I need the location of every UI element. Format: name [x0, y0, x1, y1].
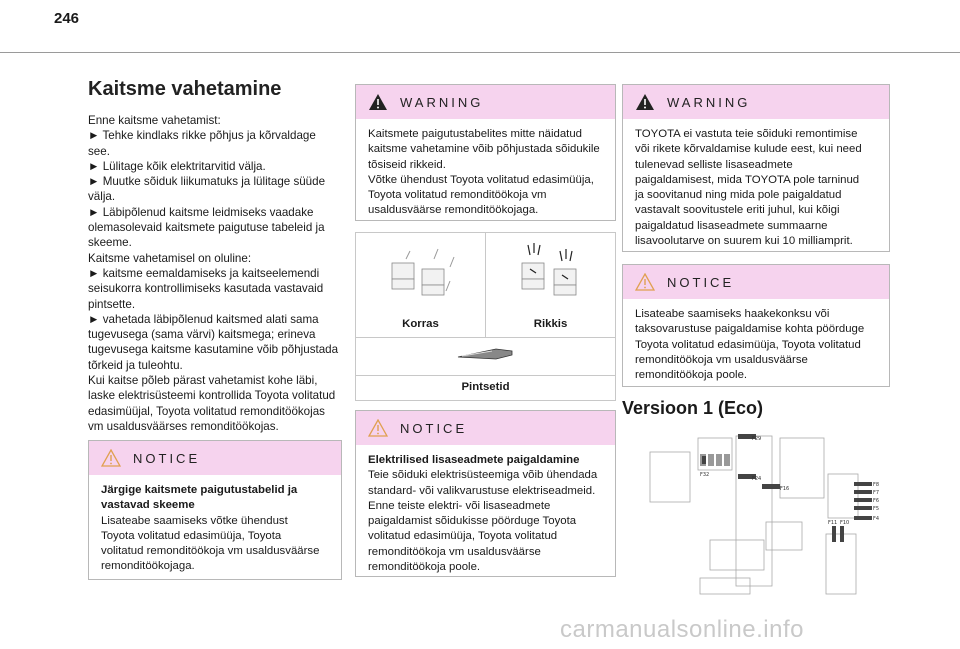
table-divider — [356, 375, 615, 376]
box-text-line: Kaitsmete paigutustabelites mitte näidatud — [368, 128, 583, 140]
box-heading-line: Järgige kaitsmete paigutustabelid ja — [101, 484, 298, 496]
fuse-illustration-table — [355, 232, 616, 401]
box-text-line: remonditöökojaga. — [101, 560, 195, 573]
text-line: Enne kaitsme vahetamist: — [88, 114, 221, 127]
fuse-ok-label: Korras — [402, 318, 439, 330]
text-line: tugevusega kaitsme kasutamine võib põhjustada — [88, 343, 339, 357]
box-text-line: Toyota volitatud remonditöökoja vm — [368, 189, 547, 202]
text-line: see. — [88, 144, 110, 158]
text-line: Kaitsme vahetamisel on oluline: — [88, 251, 252, 265]
tweezers-label: Pintsetid — [461, 381, 510, 393]
text-line: olemasolevaid kaitsmete paigutuse tabeleid ja — [88, 221, 325, 235]
box-text-line: volitatud edasimüüja, Toyota volitatud — [368, 530, 558, 543]
section-title-version1: Versioon 1 (Eco) — [622, 398, 764, 418]
text-line: skeeme. — [88, 236, 132, 250]
fuse-label-f29: F29 — [752, 436, 762, 442]
box-text-line: tõsiseid rikkeid. — [368, 158, 446, 171]
box-heading-line: Elektrilised lisaseadmete paigaldamine — [368, 454, 580, 466]
box-text-line: volitatud remonditöökoja vm usaldusväärse — [101, 545, 320, 558]
watermark: carmanualsonline.info — [560, 616, 804, 643]
box-heading-line: vastavad skeeme — [101, 499, 195, 512]
fuse-label-f5: F5 — [873, 506, 880, 512]
fuse-label-f24: F24 — [752, 476, 762, 482]
notice-icon — [101, 449, 121, 467]
notice-label: NOTICE — [667, 274, 735, 290]
fuse-replacement-text — [88, 113, 344, 434]
notice-header — [356, 411, 615, 445]
column-fuse-replacement — [88, 78, 344, 434]
fuse-box-diagram — [640, 430, 890, 600]
warning-header — [623, 85, 889, 119]
box-text-line: standard- või valikvarustuse elektriseadmeid. — [368, 484, 596, 497]
fuse-label-f11: F11 — [828, 520, 838, 526]
warning-icon — [635, 93, 655, 111]
notice-body — [89, 475, 341, 585]
fuse-label-f32: F32 — [700, 472, 710, 478]
box-text-line: Toyota volitatud edasimüüja, Toyota — [101, 529, 282, 542]
warning-header — [356, 85, 615, 119]
box-text-line: paigaldamist sõidukisse pöörduge Toyota — [368, 515, 577, 528]
box-text-line: TOYOTA ei vastuta teie sõiduki remontimise — [635, 128, 858, 140]
header-divider — [0, 52, 960, 53]
box-text-line: lisavoolutarve on suurem kui 10 milliamprit. — [635, 235, 853, 248]
box-text-line: remonditöökoja poole. — [368, 561, 481, 574]
box-text-line: Enne teiste elektri- või lisaseadmete — [368, 499, 551, 512]
fuse-ok-icon — [384, 243, 464, 303]
text-line: Kui kaitse põleb pärast vahetamist kohe läbi, — [88, 374, 318, 388]
text-line: välja. — [88, 190, 116, 204]
fuse-label-f7: F7 — [873, 490, 880, 496]
box-text-line: paigaldamisest, mida TOYOTA pole tarninud — [635, 173, 860, 186]
box-text-line: remonditöökoja vm usaldusväärse — [368, 545, 541, 558]
warning-icon — [368, 93, 388, 111]
notice-label: NOTICE — [400, 420, 468, 436]
page-number: 246 — [54, 10, 80, 27]
notice-box-accessories — [355, 410, 616, 577]
warning-body — [356, 119, 615, 229]
notice-header — [89, 441, 341, 475]
notice-body — [623, 299, 889, 393]
box-text-line: ja soovitanud ning mida pole paigaldatud — [635, 189, 842, 202]
notice-box-towbar — [622, 264, 890, 387]
box-text-line: usaldusväärse remonditöökojaga. — [368, 204, 539, 217]
notice-box-fuse-tables — [88, 440, 342, 580]
tweezers-icon — [456, 343, 516, 365]
box-text-line: kaitsme vahetamine võib põhjustada sõidukile — [368, 143, 600, 156]
box-text-line: tulenevad selliste lisaseadmete — [635, 158, 793, 171]
fuse-label-f8: F8 — [873, 482, 880, 488]
notice-body — [356, 445, 615, 585]
fuse-broken-label: Rikkis — [533, 318, 568, 330]
text-line: ► Tehke kindlaks rikke põhjus ja kõrvaldage — [88, 129, 316, 143]
box-text-line: Lisateabe saamiseks võtke ühendust — [101, 514, 288, 527]
fuse-label-f6: F6 — [873, 498, 880, 504]
table-divider — [356, 337, 615, 338]
fuse-label-f4: F4 — [873, 516, 880, 522]
warning-body — [623, 119, 889, 259]
text-line: vm usaldusväärses remonditöökojas. — [88, 419, 279, 433]
text-line: ► Muutke sõiduk liikumatuks ja lülitage süüde — [88, 175, 326, 189]
box-text-line: Lisateabe saamiseks haakekonksu või — [635, 308, 830, 320]
text-line: pintsette. — [88, 297, 136, 311]
box-text-line: Teie sõiduki elektrisüsteemiga võib ühendada — [368, 469, 598, 482]
text-line: ► Lülitage kõik elektritarvitid välja. — [88, 159, 266, 173]
text-line: ► kaitsme eemaldamiseks ja kaitseelemendi — [88, 266, 320, 280]
warning-box-fuse-tables — [355, 84, 616, 221]
text-line: ► Läbipõlenud kaitsme leidmiseks vaadake — [88, 205, 314, 219]
warning-label: WARNING — [667, 94, 751, 110]
warning-label: WARNING — [400, 94, 484, 110]
fuse-label-f16: F16 — [780, 486, 790, 492]
text-line: laske elektrisüsteemi kontrollida Toyota volitatud — [88, 389, 336, 403]
box-text-line: Toyota volitatud edasimüüja, Toyota volitatud — [635, 338, 861, 351]
text-line: seisukorra kontrollimiseks kasutada vastavaid — [88, 282, 324, 296]
box-text-line: või rikete kõrvaldamise kulude eest, kui need — [635, 143, 862, 156]
box-text-line: paigaldatud lisaseadmete summaarne — [635, 219, 828, 232]
box-text-line: remonditöökoja poole. — [635, 369, 748, 382]
text-line: tugevusega (sama värvi) kaitsmega; erineva — [88, 328, 316, 342]
section-title: Kaitsme vahetamine — [88, 78, 282, 100]
box-text-line: remonditöökoja vm usaldusväärse — [635, 353, 808, 366]
text-line: tõrkeid ja tuleohtu. — [88, 358, 183, 372]
fuse-broken-icon — [514, 241, 594, 305]
notice-icon — [368, 419, 388, 437]
warning-box-liability — [622, 84, 890, 252]
text-line: edasimüüjal, Toyota volitatud remonditöökojas — [88, 404, 325, 418]
fuse-label-f10: F10 — [840, 520, 850, 526]
notice-header — [623, 265, 889, 299]
notice-icon — [635, 273, 655, 291]
text-line: ► vahetada läbipõlenud kaitsmed alati sama — [88, 312, 319, 326]
box-text-line: taksovarustuse paigaldamise kohta pöörduge — [635, 323, 865, 336]
notice-label: NOTICE — [133, 450, 201, 466]
box-text-line: Võtke ühendust Toyota volitatud edasimüüja, — [368, 173, 594, 186]
box-text-line: vastavalt soovitustele eriti juhul, kui kõigi — [635, 204, 840, 217]
